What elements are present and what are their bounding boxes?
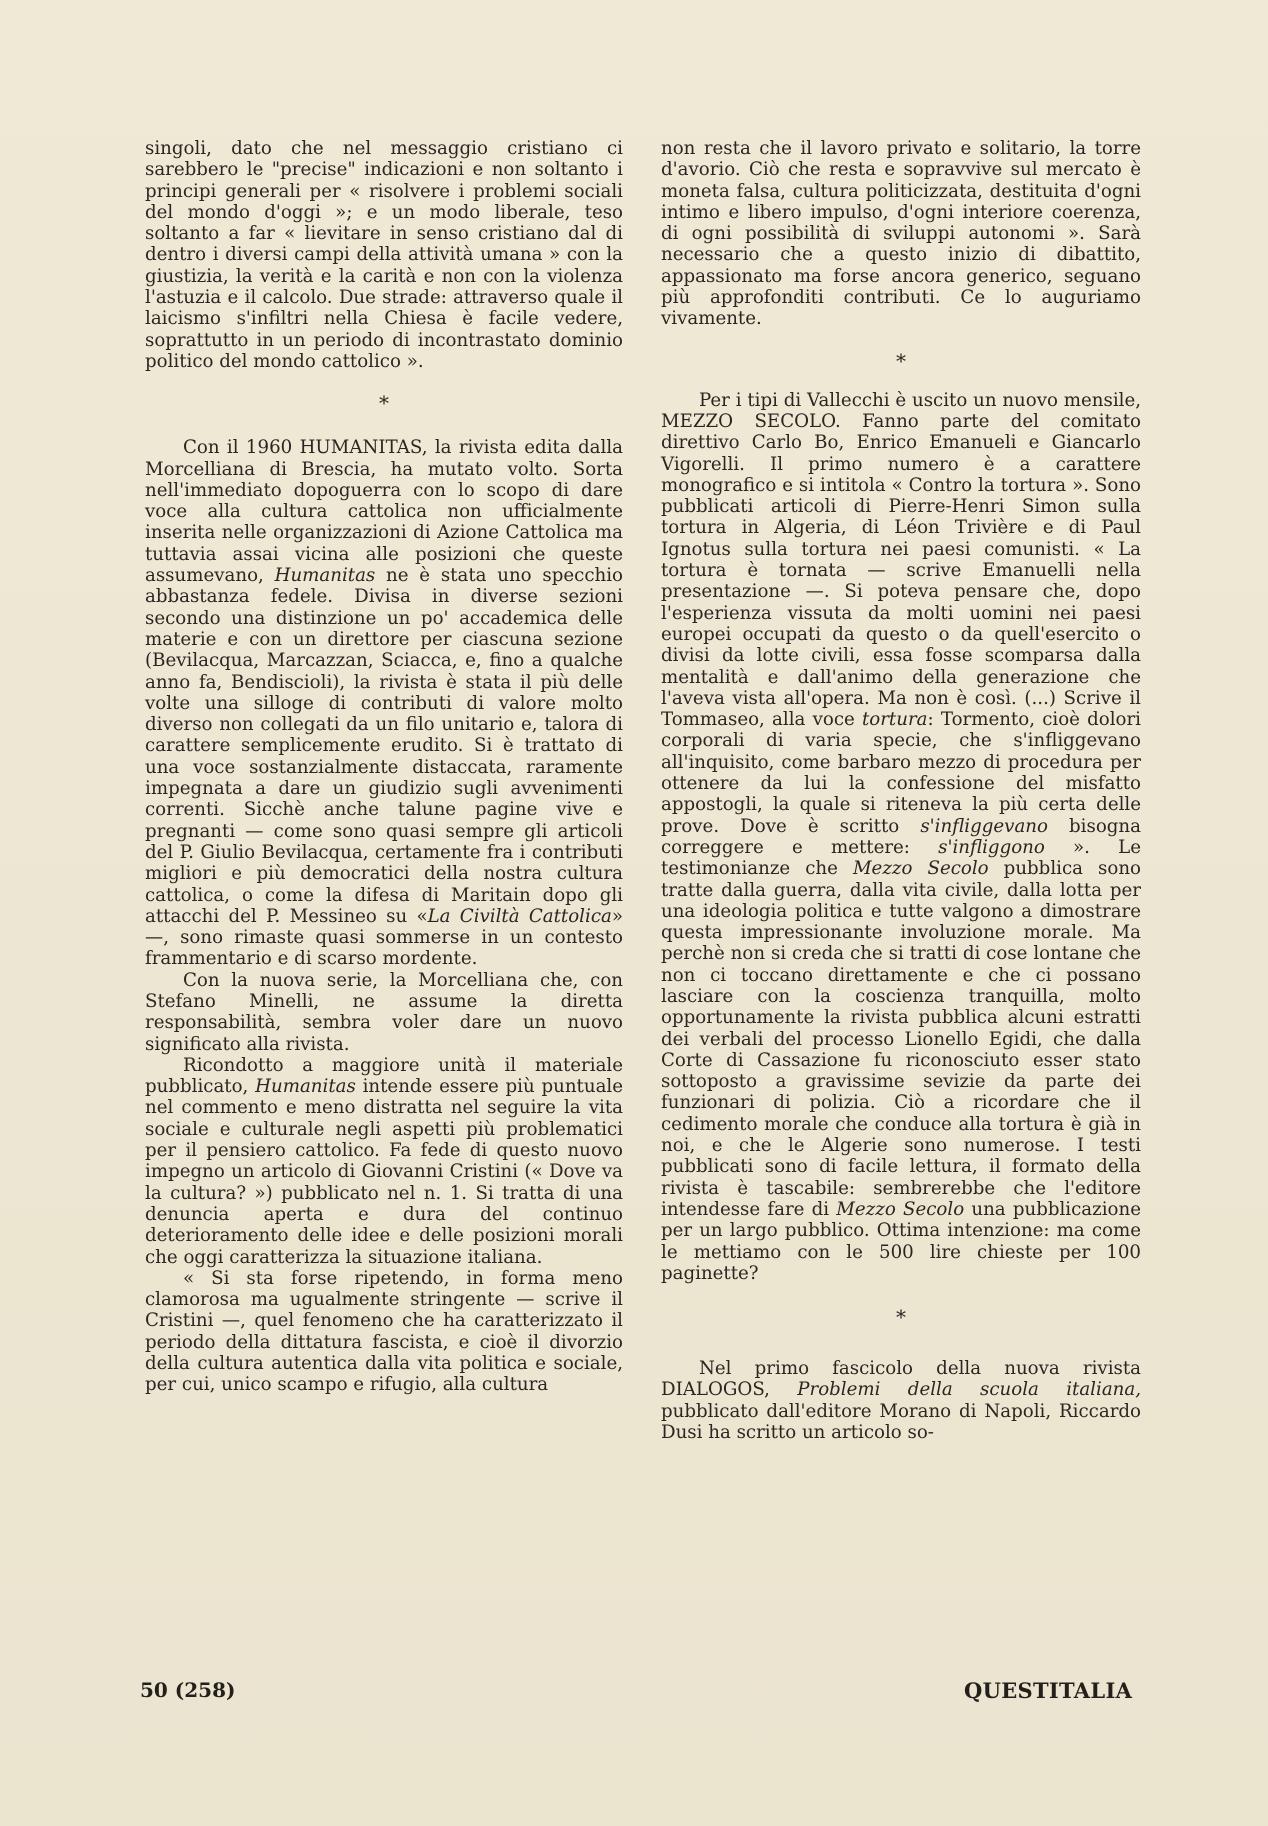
section-separator: * (896, 1305, 906, 1330)
paragraph: singoli, dato che nel messaggio cristiano ci sarebbero le "precise" indicazioni e non soltanto i principi generali per « risolvere i problemi sociali del mondo d'oggi »; e un modo liberale, teso soltanto a far « lievitare in senso cristiano dal di dentro i diversi campi della attività umana » con la giustizia, la verità e la carità e non con la violenza l'astuzia e il calcolo. Due strade: attraverso quale il laicismo s'infiltri nella Chiesa è facile vedere, soprattutto in un periodo di incontrastato dominio politico del mondo cattolico ». (145, 138, 623, 372)
page-number: 50 (258) (140, 1678, 236, 1702)
paragraph: Con la nuova serie, la Morcelliana che, con Stefano Minelli, ne assume la diretta responsabilità, sembra voler dare un nuovo significato alla rivista. (145, 969, 623, 1055)
section-separator: * (379, 391, 389, 416)
paragraph: Nel primo fascicolo della nuova rivista DIALOGOS, Problemi della scuola italiana, pubblicato dall'editore Morano di Napoli, Riccardo Dusi ha scritto un articolo so- (661, 1358, 1142, 1444)
paragraph: Con il 1960 HUMANITAS, la rivista edita dalla Morcelliana di Brescia, ha mutato volto. Sorta nell'immediato dopoguerra con lo scopo di dare voce alla cultura cattolica non ufficialmente inserita nelle organizzazioni di Azione Cattolica ma tuttavia assai vicina alle posizioni che queste assumevano, Humanitas ne è stata uno specchio abbastanza fedele. Divisa in diverse sezioni secondo una distinzione un po' accademica delle materie e con un direttore per ciascuna sezione (Bevilacqua, Marcazzan, Sciacca, e, fino a qualche anno fa, Bendiscioli), la rivista è stata il più delle volte una silloge di contributi di valore molto diverso non collegati da un filo unitario e, talora di carattere semplicemente erudito. Si è trattato di una voce sostanzialmente distaccata, raramente impegnata a dare un giudizio sugli avvenimenti correnti. Sicchè anche talune pagine vive e pregnanti — come sono quasi sempre gli articoli del P. Giulio Bevilacqua, certamente fra i contributi migliori e più democratici della nostra cultura cattolica, o come la difesa di Maritain dopo gli attacchi del P. Messineo su «La Civiltà Cattolica» —, sono rimaste quasi sommerse in un contesto frammentario e di scarso mordente. (145, 437, 623, 970)
section-separator: * (896, 348, 906, 373)
paragraph: non resta che il lavoro privato e solitario, la torre d'avorio. Ciò che resta e sopravvive sul mercato è moneta falsa, cultura politicizzata, destituita d'ogni intimo e libero impulso, d'ogni interiore coerenza, di ogni possibilità di sviluppi autonomi ». Sarà necessario che a questo inizio di dibattito, appassionato ma forse ancora generico, seguano più approfonditi contributi. Ce lo auguriamo vivamente. (661, 138, 1141, 330)
paragraph: Per i tipi di Vallecchi è uscito un nuovo mensile, MEZZO SECOLO. Fanno parte del comitato direttivo Carlo Bo, Enrico Emanueli e Giancarlo Vigorelli. Il primo numero è a carattere monografico e si intitola « Contro la tortura ». Sono pubblicati articoli di Pierre-Henri Simon sulla tortura in Algeria, di Léon Trivière e di Paul Ignotus sulla tortura nei paesi comunisti. « La tortura è tornata — scrive Emanuelli nella presentazione —. Si poteva pensare che, dopo l'esperienza vissuta da molti uomini nei paesi europei occupati da questo o da quell'esercito o divisi da lotte civili, essa fosse scomparsa dalla mentalità e dall'animo della generazione che l'aveva vista all'opera. Ma non è così. (...) Scrive il Tommaseo, alla voce tortura: Tormento, cioè dolori corporali di varia specie, che s'infliggevano all'inquisito, come barbaro mezzo di procedura per ottenere da lui la confessione del misfatto appostogli, la quale si riteneva la più certa delle prove. Dove è scritto s'infliggevano bisogna correggere e mettere: s'infliggono ». Le testimonianze che Mezzo Secolo pubblica sono tratte dalla guerra, dalla vita civile, dalla lotta per una ideologia politica e tutte valgono a dimostrare questa impressionante involuzione morale. Ma perchè non si creda che si tratti di cose lontane che non ci toccano direttamente e che ci possano lasciare con la coscienza tranquilla, molto opportunamente la rivista pubblica alcuni estratti dei verbali del processo Lionello Egidi, che dalla Corte di Cassazione fu riconosciuto esser stato sottoposto a gravissime sevizie da parte dei funzionari di polizia. Ciò a ricordare che il cedimento morale che conduce alla tortura è già in noi, e che le Algerie sono numerose. I testi pubblicati sono di facile lettura, il formato della rivista è tascabile: sembrerebbe che l'editore intendesse fare di Mezzo Secolo una pubblicazione per un largo pubblico. Ottima intenzione: ma come le mettiamo con le 500 lire chieste per 100 paginette? (661, 389, 1141, 1284)
left-column (145, 138, 623, 1396)
paragraph: « Si sta forse ripetendo, in forma meno clamorosa ma ugualmente stringente — scrive il Cristini —, quel fenomeno che ha caratterizzato il periodo della dittatura fascista, e cioè il divorzio della cultura autentica dalla vita politica e sociale, per cui, unico scampo e rifugio, alla cultura (145, 1267, 623, 1396)
paragraph: Ricondotto a maggiore unità il materiale pubblicato, Humanitas intende essere più puntuale nel commento e meno distratta nel seguire la vita sociale e culturale negli aspetti più problematici per il pensiero cattolico. Fa fede di questo nuovo impegno un articolo di Giovanni Cristini (« Dove va la cultura? ») pubblicato nel n. 1. Si tratta di una denuncia aperta e dura del continuo deterioramento delle idee e delle posizioni morali che oggi caratterizza la situazione italiana. (145, 1054, 623, 1268)
magazine-name: QUESTITALIA (964, 1678, 1133, 1703)
right-column (661, 138, 1141, 1443)
